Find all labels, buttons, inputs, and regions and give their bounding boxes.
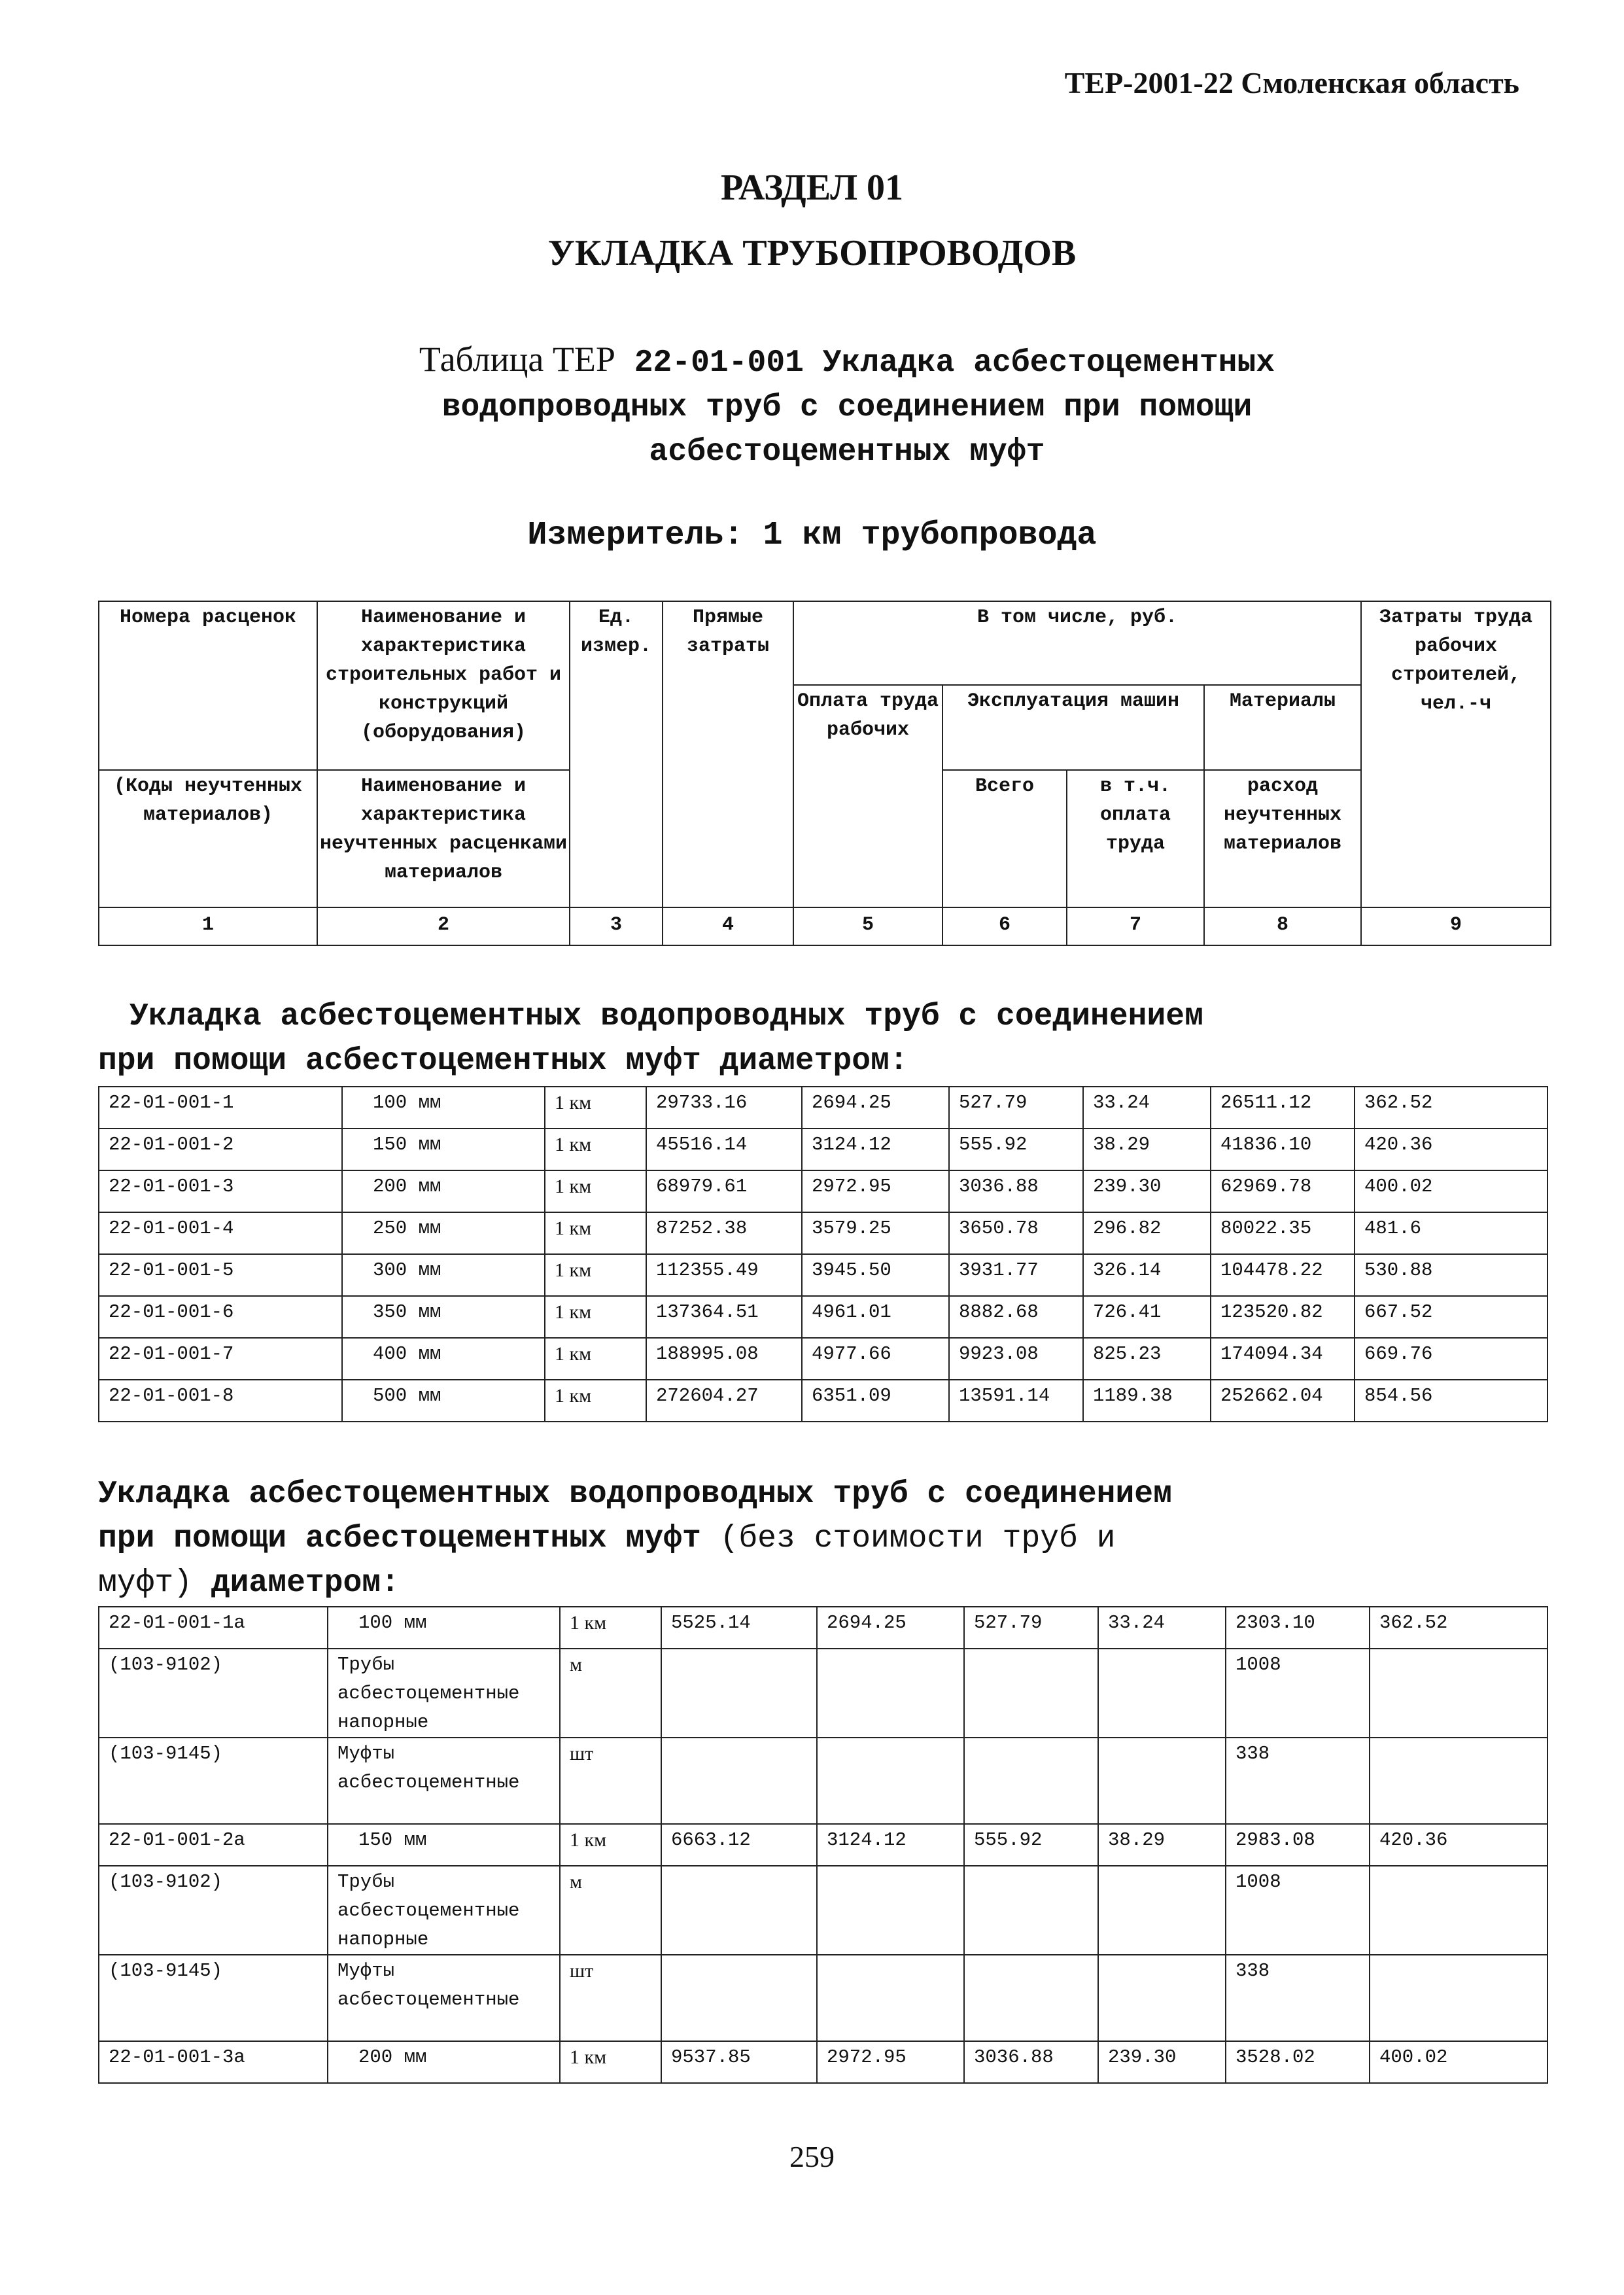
table-cell: 3036.88 — [949, 1170, 1083, 1212]
table-cell: 362.52 — [1355, 1087, 1547, 1129]
table-cell: 500 мм — [342, 1380, 545, 1422]
table-cell: шт — [560, 1955, 661, 2041]
table-cell: 3036.88 — [964, 2041, 1098, 2083]
table-row — [99, 1129, 1547, 1170]
table-cell: 420.36 — [1355, 1129, 1547, 1170]
table-cell: 338 — [1226, 1738, 1370, 1824]
table-cell — [1098, 1649, 1226, 1738]
table-cell: м — [560, 1649, 661, 1738]
table-cell — [1098, 1866, 1226, 1955]
header-direct-costs: Прямые затраты — [663, 601, 793, 907]
table-cell: 6663.12 — [661, 1824, 817, 1866]
section2-heading — [98, 1472, 1537, 1605]
table-cell: 1 км — [545, 1254, 646, 1296]
table-cell — [1098, 1738, 1226, 1824]
table-cell: 22-01-001-7 — [99, 1338, 342, 1380]
table-cell — [661, 1866, 817, 1955]
table-cell: 5525.14 — [661, 1607, 817, 1649]
section1-heading — [98, 994, 1537, 1083]
table-cell: 2972.95 — [817, 2041, 964, 2083]
table-cell — [661, 1738, 817, 1824]
table-cell: 250 мм — [342, 1212, 545, 1254]
table-row — [99, 1212, 1547, 1254]
header-machines: Эксплуатация машин — [942, 685, 1204, 770]
table-cell: 26511.12 — [1211, 1087, 1355, 1129]
table-cell: 420.36 — [1370, 1824, 1547, 1866]
section2-heading-light: (без стоимости труб и — [719, 1521, 1116, 1556]
table-cell: 1 км — [560, 1607, 661, 1649]
table-cell: 8882.68 — [949, 1296, 1083, 1338]
table-cell: 22-01-001-2а — [99, 1824, 328, 1866]
column-header-table — [98, 601, 1551, 946]
header-machines-pay: в т.ч. оплата труда — [1067, 770, 1204, 907]
table-cell: 338 — [1226, 1955, 1370, 2041]
table-cell: 38.29 — [1098, 1824, 1226, 1866]
column-number: 3 — [570, 907, 663, 945]
table-cell — [817, 1955, 964, 2041]
table-cell: 1008 — [1226, 1649, 1370, 1738]
table-cell: 1 км — [545, 1129, 646, 1170]
table-cell: шт — [560, 1738, 661, 1824]
caption-code: 22-01-001 — [634, 345, 804, 381]
section1-heading-line1: Укладка асбестоцементных водопроводных труб с соединением — [130, 999, 1203, 1034]
table-cell: 2972.95 — [802, 1170, 949, 1212]
table-cell: 150 мм — [342, 1129, 545, 1170]
table-cell: 555.92 — [949, 1129, 1083, 1170]
table-cell — [661, 1955, 817, 2041]
table-row — [99, 1254, 1547, 1296]
header-including: В том числе, руб. — [793, 601, 1361, 685]
caption-line2: водопроводных труб с соединением при помощи — [441, 390, 1253, 425]
page-number: 259 — [789, 2140, 835, 2173]
table-cell: 3931.77 — [949, 1254, 1083, 1296]
table-cell: 1 км — [545, 1296, 646, 1338]
table-cell — [1370, 1738, 1547, 1824]
table-cell — [817, 1649, 964, 1738]
table-cell: 3650.78 — [949, 1212, 1083, 1254]
caption-line1: Укладка асбестоцементных — [822, 345, 1275, 381]
table-cell: 239.30 — [1098, 2041, 1226, 2083]
table-row — [99, 1170, 1547, 1212]
table-cell: 362.52 — [1370, 1607, 1547, 1649]
header-materials: Материалы — [1204, 685, 1361, 770]
header-codes: Номера расценок — [99, 601, 317, 770]
table-cell — [964, 1738, 1098, 1824]
table-cell: 400 мм — [342, 1338, 545, 1380]
table-cell: 104478.22 — [1211, 1254, 1355, 1296]
table-cell: 100 мм — [328, 1607, 560, 1649]
table-cell: 112355.49 — [646, 1254, 802, 1296]
table-cell — [1370, 1955, 1547, 2041]
table-cell — [964, 1866, 1098, 1955]
column-number: 4 — [663, 907, 793, 945]
table-cell: 4977.66 — [802, 1338, 949, 1380]
section2-heading-bold: при помощи асбестоцементных муфт — [98, 1521, 701, 1556]
table-cell: 300 мм — [342, 1254, 545, 1296]
table-cell — [661, 1649, 817, 1738]
table-cell: Трубы асбестоцементные напорные — [328, 1866, 560, 1955]
column-number: 8 — [1204, 907, 1361, 945]
table-cell: 200 мм — [328, 2041, 560, 2083]
table-cell: 9537.85 — [661, 2041, 817, 2083]
table-row — [99, 1866, 1547, 1955]
table-cell: 38.29 — [1083, 1129, 1211, 1170]
table-cell: 669.76 — [1355, 1338, 1547, 1380]
table-cell: 2694.25 — [817, 1607, 964, 1649]
table-cell: 6351.09 — [802, 1380, 949, 1422]
table-cell: 667.52 — [1355, 1296, 1547, 1338]
table-cell: 326.14 — [1083, 1254, 1211, 1296]
table-caption — [249, 337, 1445, 474]
table-row — [99, 1955, 1547, 2041]
table-cell — [1098, 1955, 1226, 2041]
table-cell: 45516.14 — [646, 1129, 802, 1170]
table-cell: 272604.27 — [646, 1380, 802, 1422]
table-cell — [1370, 1866, 1547, 1955]
table-cell: 2303.10 — [1226, 1607, 1370, 1649]
table-row — [99, 1824, 1547, 1866]
table-row — [99, 1649, 1547, 1738]
table-row — [99, 1607, 1547, 1649]
section2-heading-light2: муфт) — [98, 1566, 193, 1601]
table-row — [99, 1087, 1547, 1129]
table-cell: 400.02 — [1355, 1170, 1547, 1212]
table-row — [99, 1380, 1547, 1422]
section2-heading-bold2: диаметром: — [211, 1566, 400, 1601]
table-cell: 80022.35 — [1211, 1212, 1355, 1254]
column-number: 7 — [1067, 907, 1204, 945]
table-cell — [1370, 1649, 1547, 1738]
column-number: 2 — [317, 907, 570, 945]
section2-heading-line1: Укладка асбестоцементных водопроводных труб с соединением — [98, 1477, 1172, 1512]
table-cell: 13591.14 — [949, 1380, 1083, 1422]
table-cell: 22-01-001-5 — [99, 1254, 342, 1296]
table-cell: 62969.78 — [1211, 1170, 1355, 1212]
table-cell: 22-01-001-6 — [99, 1296, 342, 1338]
header-labor-pay: Оплата труда рабочих — [793, 685, 942, 907]
table-cell: 29733.16 — [646, 1087, 802, 1129]
table-cell — [817, 1738, 964, 1824]
column-number: 6 — [942, 907, 1067, 945]
caption-prefix: Таблица ТЕР — [419, 340, 615, 379]
table-cell: 22-01-001-4 — [99, 1212, 342, 1254]
table-cell — [964, 1649, 1098, 1738]
table-cell: 3945.50 — [802, 1254, 949, 1296]
table-cell: 22-01-001-2 — [99, 1129, 342, 1170]
table-cell: Трубы асбестоцементные напорные — [328, 1649, 560, 1738]
table-cell: 1008 — [1226, 1866, 1370, 1955]
table-cell: 174094.34 — [1211, 1338, 1355, 1380]
table-cell: 481.6 — [1355, 1212, 1547, 1254]
header-names: Наименование и характеристика строительных работ и конструкций (оборудования) — [317, 601, 570, 770]
table-cell: 527.79 — [949, 1087, 1083, 1129]
table-cell: 296.82 — [1083, 1212, 1211, 1254]
table-cell: 100 мм — [342, 1087, 545, 1129]
meter-line: Измеритель: 1 км трубопровода — [527, 517, 1097, 554]
table-cell: 825.23 — [1083, 1338, 1211, 1380]
table-cell: 2694.25 — [802, 1087, 949, 1129]
table-cell: 123520.82 — [1211, 1296, 1355, 1338]
table-cell — [817, 1866, 964, 1955]
section-subtitle: УКЛАДКА ТРУБОПРОВОДОВ — [547, 233, 1077, 273]
table-cell: 854.56 — [1355, 1380, 1547, 1422]
column-number: 1 — [99, 907, 317, 945]
header-labor-cost: Затраты труда рабочих строителей, чел.-ч — [1361, 601, 1551, 907]
table-cell: 1 км — [545, 1338, 646, 1380]
table-cell: 252662.04 — [1211, 1380, 1355, 1422]
table-cell: 527.79 — [964, 1607, 1098, 1649]
header-machines-total: Всего — [942, 770, 1067, 907]
table-cell: 1 км — [545, 1087, 646, 1129]
table-cell: 3124.12 — [802, 1129, 949, 1170]
table-cell: 530.88 — [1355, 1254, 1547, 1296]
column-number: 9 — [1361, 907, 1551, 945]
table-cell: 68979.61 — [646, 1170, 802, 1212]
section-title: РАЗДЕЛ 01 — [720, 167, 904, 208]
table-cell: 33.24 — [1098, 1607, 1226, 1649]
section1-table — [98, 1086, 1548, 1422]
table-cell: Муфты асбестоцементные — [328, 1738, 560, 1824]
page-header: ТЕР-2001-22 Смоленская область — [1064, 66, 1519, 99]
table-cell: 188995.08 — [646, 1338, 802, 1380]
table-cell: 22-01-001-1 — [99, 1087, 342, 1129]
header-material-use: расход неучтенных материалов — [1204, 770, 1361, 907]
caption-line3: асбестоцементных муфт — [649, 434, 1045, 470]
table-cell: 239.30 — [1083, 1170, 1211, 1212]
table-cell: 22-01-001-1а — [99, 1607, 328, 1649]
table-cell: 400.02 — [1370, 2041, 1547, 2083]
header-unaccounted-names: Наименование и характеристика неучтенных расценками материалов — [317, 770, 570, 907]
table-row — [99, 1738, 1547, 1824]
table-cell: 350 мм — [342, 1296, 545, 1338]
table-cell: 4961.01 — [802, 1296, 949, 1338]
table-cell: 2983.08 — [1226, 1824, 1370, 1866]
table-cell: 3124.12 — [817, 1824, 964, 1866]
table-row — [99, 1296, 1547, 1338]
table-cell: (103-9145) — [99, 1955, 328, 2041]
table-cell: 22-01-001-3 — [99, 1170, 342, 1212]
table-cell: 41836.10 — [1211, 1129, 1355, 1170]
table-cell: 1 км — [545, 1212, 646, 1254]
table-cell: 1 км — [560, 2041, 661, 2083]
table-cell: 1189.38 — [1083, 1380, 1211, 1422]
table-cell: 9923.08 — [949, 1338, 1083, 1380]
table-cell: 200 мм — [342, 1170, 545, 1212]
table-cell: (103-9102) — [99, 1866, 328, 1955]
table-cell: 726.41 — [1083, 1296, 1211, 1338]
table-cell: 150 мм — [328, 1824, 560, 1866]
table-cell: (103-9145) — [99, 1738, 328, 1824]
table-cell: 3579.25 — [802, 1212, 949, 1254]
table-cell: 33.24 — [1083, 1087, 1211, 1129]
table-cell: (103-9102) — [99, 1649, 328, 1738]
table-cell — [964, 1955, 1098, 2041]
section1-heading-line2: при помощи асбестоцементных муфт диаметром: — [98, 1043, 908, 1079]
column-number: 5 — [793, 907, 942, 945]
table-cell: м — [560, 1866, 661, 1955]
table-cell: 1 км — [560, 1824, 661, 1866]
table-cell: 1 км — [545, 1380, 646, 1422]
table-cell: 555.92 — [964, 1824, 1098, 1866]
header-unaccounted-codes: (Коды неучтенных материалов) — [99, 770, 317, 907]
table-cell: 22-01-001-3а — [99, 2041, 328, 2083]
table-cell: 22-01-001-8 — [99, 1380, 342, 1422]
table-cell: 3528.02 — [1226, 2041, 1370, 2083]
table-cell: 1 км — [545, 1170, 646, 1212]
header-unit: Ед. измер. — [570, 601, 663, 907]
section2-table — [98, 1606, 1548, 2084]
table-row — [99, 1338, 1547, 1380]
table-cell: 137364.51 — [646, 1296, 802, 1338]
table-cell: Муфты асбестоцементные — [328, 1955, 560, 2041]
table-row — [99, 2041, 1547, 2083]
table-cell: 87252.38 — [646, 1212, 802, 1254]
